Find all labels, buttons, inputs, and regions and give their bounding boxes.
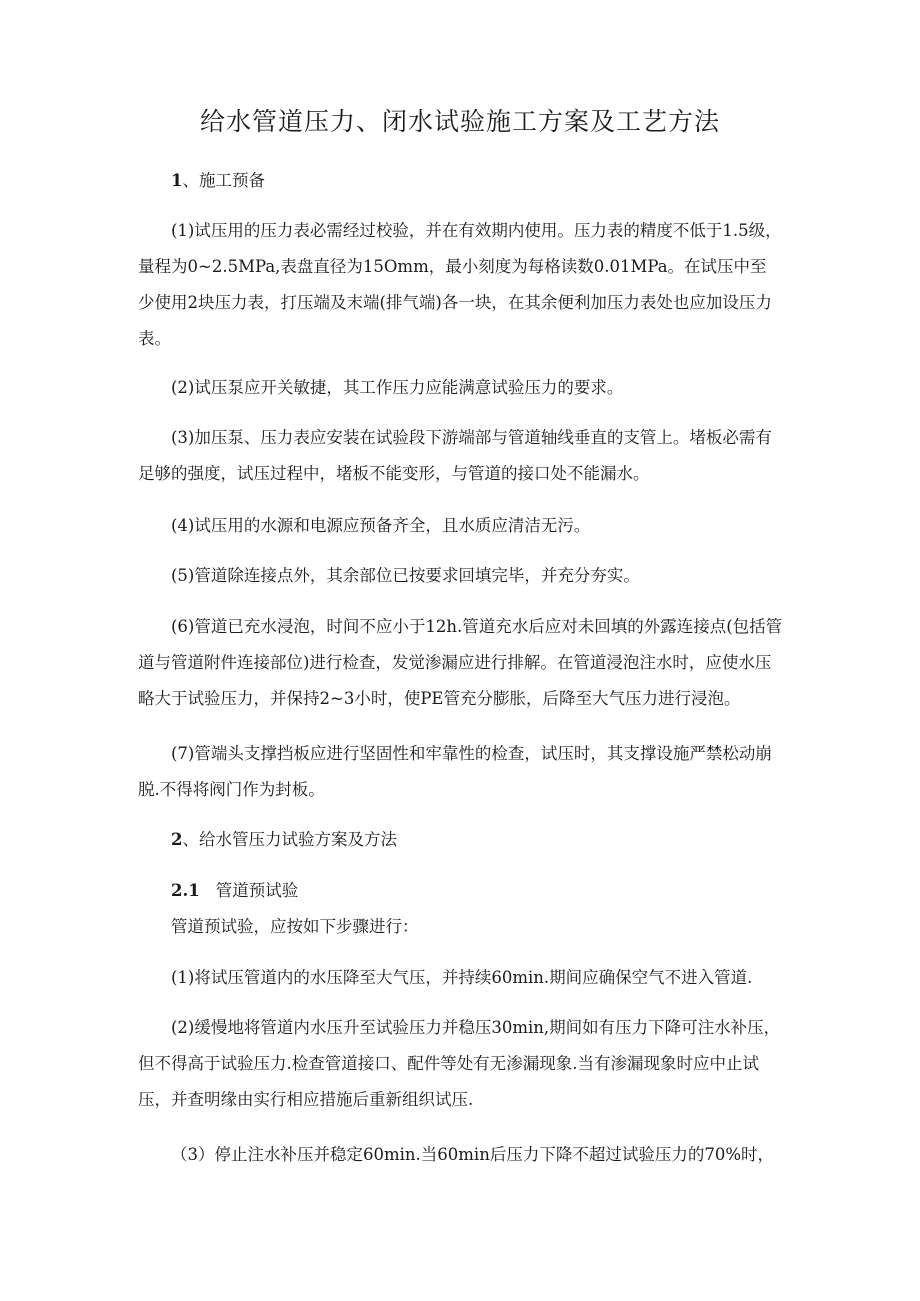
paragraph-prep-1: (1)试压用的压力表必需经过校验，并在有效期内使用。压力表的精度不低于1.5级，量程为0~2.5MPa,表盘直径为15Omm，最小刻度为每格读数0.01MPa。在试压中至少使用2块压力表，打压端及末端(排气端)各一块，在其余便利加压力表处也应加设压力表。 (138, 221, 782, 348)
section-heading-2 (138, 822, 783, 858)
subsection-heading-2-1 (138, 873, 783, 909)
section-separator: 、 (182, 171, 199, 190)
paragraph-prep-2: (2)试压泵应开关敏捷，其工作压力应能满意试验压力的要求。 (171, 378, 624, 397)
section-title: 给水管压力试验方案及方法 (198, 830, 397, 849)
subsection-title: 管道预试验 (215, 881, 299, 900)
paragraph-prep-4: (4)试压用的水源和电源应预备齐全，且水质应清洁无污。 (171, 516, 591, 535)
section-separator: 、 (182, 830, 199, 849)
section-title: 施工预备 (198, 171, 265, 190)
section-number: 1 (171, 171, 183, 190)
section-number: 2 (171, 830, 183, 849)
paragraph-prep-7: (7)管端头支撑挡板应进行坚固性和牢靠性的检查，试压时，其支撑设施严禁松动崩脱.不得将阀门作为封板。 (138, 744, 772, 799)
paragraph-pretest-intro: 管道预试验，应按如下步骤进行： (171, 917, 419, 936)
paragraph-prep-5: (5)管道除连接点外，其余部位已按要求回填完毕，并充分夯实。 (171, 566, 640, 585)
paragraph-pretest-1: (1)将试压管道内的水压降至大气压，并持续60min.期间应确保空气不进入管道. (171, 968, 753, 987)
paragraph-pretest-2: (2)缓慢地将管道内水压升至试验压力并稳压30min,期间如有压力下降可注水补压，但不得高于试验压力.检查管道接口、配件等处有无渗漏现象.当有渗漏现象时应中止试压，并查明缘由实行相应措施后重新组织试压. (138, 1018, 781, 1109)
paragraph-pretest-3: （3）停止注水补压并稳定60min.当60min后压力下降不超过试验压力的70%时， (171, 1145, 775, 1164)
document-title: 给水管道压力、闭水试验施工方案及工艺方法 (199, 107, 720, 136)
section-heading-1 (138, 163, 783, 199)
paragraph-prep-6: (6)管道已充水浸泡，时间不应小于12h.管道充水后应对未回填的外露连接点(包括管道与管道附件连接部位)进行检查，发觉渗漏应进行排解。在管道浸泡注水时，应使水压略大于试验压力，并保持2~3小时，使PE管充分膨胀，后降至大气压力进行浸泡。 (138, 617, 783, 708)
subsection-number: 2.1 (171, 881, 200, 900)
paragraph-prep-3: (3)加压泵、压力表应安装在试验段下游端部与管道轴线垂直的支管上。堵板必需有足够的强度，试压过程中，堵板不能变形，与管道的接口处不能漏水。 (138, 428, 772, 483)
